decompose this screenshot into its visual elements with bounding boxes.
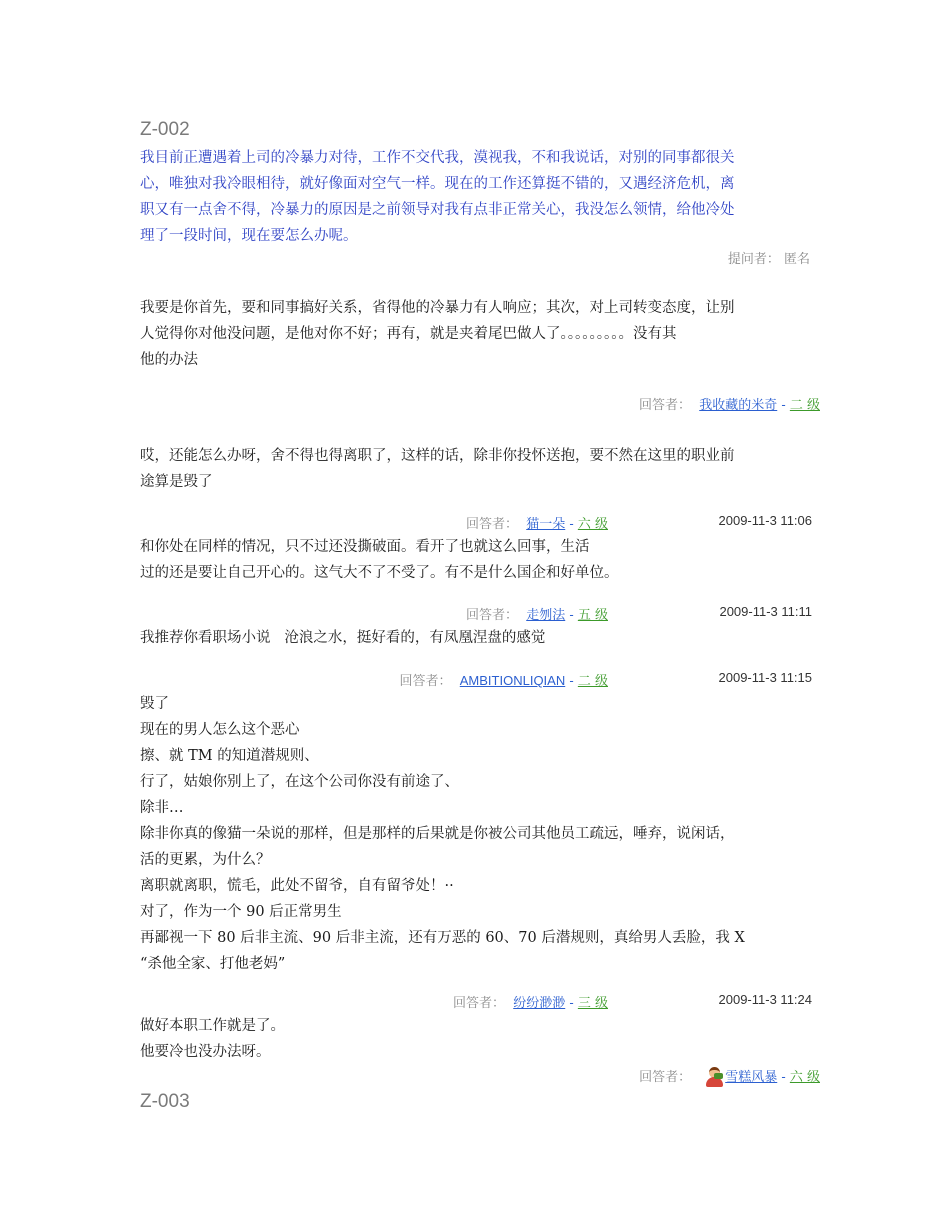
question-line: 理了一段时间，现在要怎么办呢。 [140, 228, 358, 244]
answer-line: 除非… [140, 800, 184, 816]
answer-line: “杀他全家、打他老妈” [140, 956, 286, 972]
answer-text [140, 625, 812, 651]
answerer-level-link[interactable]: 三 级 [577, 996, 608, 1011]
answerer-level-link[interactable]: 五 级 [577, 608, 608, 623]
answer-line: 再鄙视一下 80 后非主流、90 后非主流，还有万恶的 60、70 后潜规则，真给男人丢脸，我 X [140, 930, 745, 946]
answer-line: 毁了 [140, 696, 169, 712]
separator: - [569, 673, 574, 688]
answerer-name-link[interactable]: 雪糕风暴 [725, 1070, 778, 1085]
answer-line: 对了，作为一个 90 后正常男生 [140, 904, 342, 920]
asker-name: 匿名 [783, 252, 810, 267]
answerer-name-link[interactable]: 走刎法 [526, 608, 566, 623]
section-id: Z-003 [140, 1091, 190, 1112]
answerer-label: 回答者： [399, 674, 452, 689]
answer-date: 2009-11-3 11:24 [718, 992, 812, 1007]
answer-line: 离职就离职，慌毛，此处不留爷，自有留爷处！·· [140, 878, 454, 894]
answer-meta [140, 394, 820, 413]
answerer-name-link[interactable]: 猫一朵 [526, 517, 566, 532]
answerer-label: 回答者： [639, 1070, 692, 1085]
answer-line: 现在的男人怎么这个恶心 [140, 722, 300, 738]
answerer-level-link[interactable]: 六 级 [577, 517, 608, 532]
answer-date: 2009-11-3 11:15 [718, 670, 812, 685]
answer-meta [140, 1066, 820, 1085]
question-line: 职又有一点舍不得，冷暴力的原因是之前领导对我有点非正常关心，我没怎么领情，给他冷处 [140, 202, 735, 218]
answer-text [140, 1013, 812, 1065]
answerer-level-link[interactable]: 六 级 [789, 1070, 820, 1085]
question-text [140, 145, 812, 249]
answerer-name-link[interactable]: AMBITIONLIQIAN [459, 673, 566, 688]
answerer-name-link[interactable]: 纷纷渺渺 [513, 996, 566, 1011]
answer-line: 行了，姑娘你别上了，在这个公司你没有前途了、 [140, 774, 459, 790]
answerer-label: 回答者： [465, 517, 518, 532]
section-id: Z-002 [140, 119, 190, 140]
separator: - [569, 995, 574, 1010]
answer-text [140, 691, 812, 977]
answer-line: 和你处在同样的情况，只不过还没撕破面。看开了也就这么回事，生活 [140, 539, 590, 555]
answerer-name-link[interactable]: 我收藏的米奇 [699, 398, 778, 413]
answer-meta [140, 604, 812, 622]
answer-line: 除非你真的像猫一朵说的那样，但是那样的后果就是你被公司其他员工疏远，唾弃，说闲话， [140, 826, 735, 842]
answer-meta [140, 670, 812, 688]
answer-meta [140, 992, 812, 1010]
asker-info [728, 248, 810, 267]
separator: - [781, 397, 786, 412]
answer-meta [140, 513, 812, 531]
answer-line: 他要冷也没办法呀。 [140, 1044, 271, 1060]
answer-line: 活的更累，为什么？ [140, 852, 271, 868]
answer-line: 过的还是要让自己开心的。这气大不了不受了。有不是什么国企和好单位。 [140, 565, 619, 581]
answer-text [140, 534, 812, 586]
separator: - [569, 516, 574, 531]
question-line: 心，唯独对我冷眼相待，就好像面对空气一样。现在的工作还算挺不错的，又遇经济危机，离 [140, 176, 735, 192]
asker-label: 提问者： [727, 252, 780, 267]
answerer-level-link[interactable]: 二 级 [789, 398, 820, 413]
separator: - [781, 1069, 786, 1084]
answer-line: 途算是毁了 [140, 474, 213, 490]
answer-line: 做好本职工作就是了。 [140, 1018, 285, 1034]
answer-line: 人觉得你对他没问题，是他对你不好；再有，就是夹着尾巴做人了。。。。。。。。。没有其 [140, 326, 677, 342]
answer-line: 他的办法 [140, 352, 198, 368]
answer-date: 2009-11-3 11:11 [719, 604, 812, 619]
answerer-label: 回答者： [465, 608, 518, 623]
answer-date: 2009-11-3 11:06 [718, 513, 812, 528]
answer-line: 擦、就 TM 的知道潜规则、 [140, 748, 319, 764]
answer-line: 我推荐你看职场小说 沧浪之水，挺好看的，有凤凰涅盘的感觉 [140, 630, 546, 646]
answer-line: 哎，还能怎么办呀，舍不得也得离职了，这样的话，除非你投怀送抱，要不然在这里的职业前 [140, 448, 735, 464]
answer-text [140, 295, 812, 373]
answerer-level-link[interactable]: 二 级 [577, 674, 608, 689]
user-avatar-icon [705, 1067, 725, 1087]
answerer-label: 回答者： [452, 996, 505, 1011]
answer-text [140, 443, 812, 495]
question-line: 我目前正遭遇着上司的冷暴力对待，工作不交代我，漠视我，不和我说话，对别的同事都很关 [140, 150, 735, 166]
answerer-label: 回答者： [638, 398, 691, 413]
separator: - [569, 607, 574, 622]
answer-line: 我要是你首先，要和同事搞好关系，省得他的冷暴力有人响应；其次，对上司转变态度，让别 [140, 300, 735, 316]
